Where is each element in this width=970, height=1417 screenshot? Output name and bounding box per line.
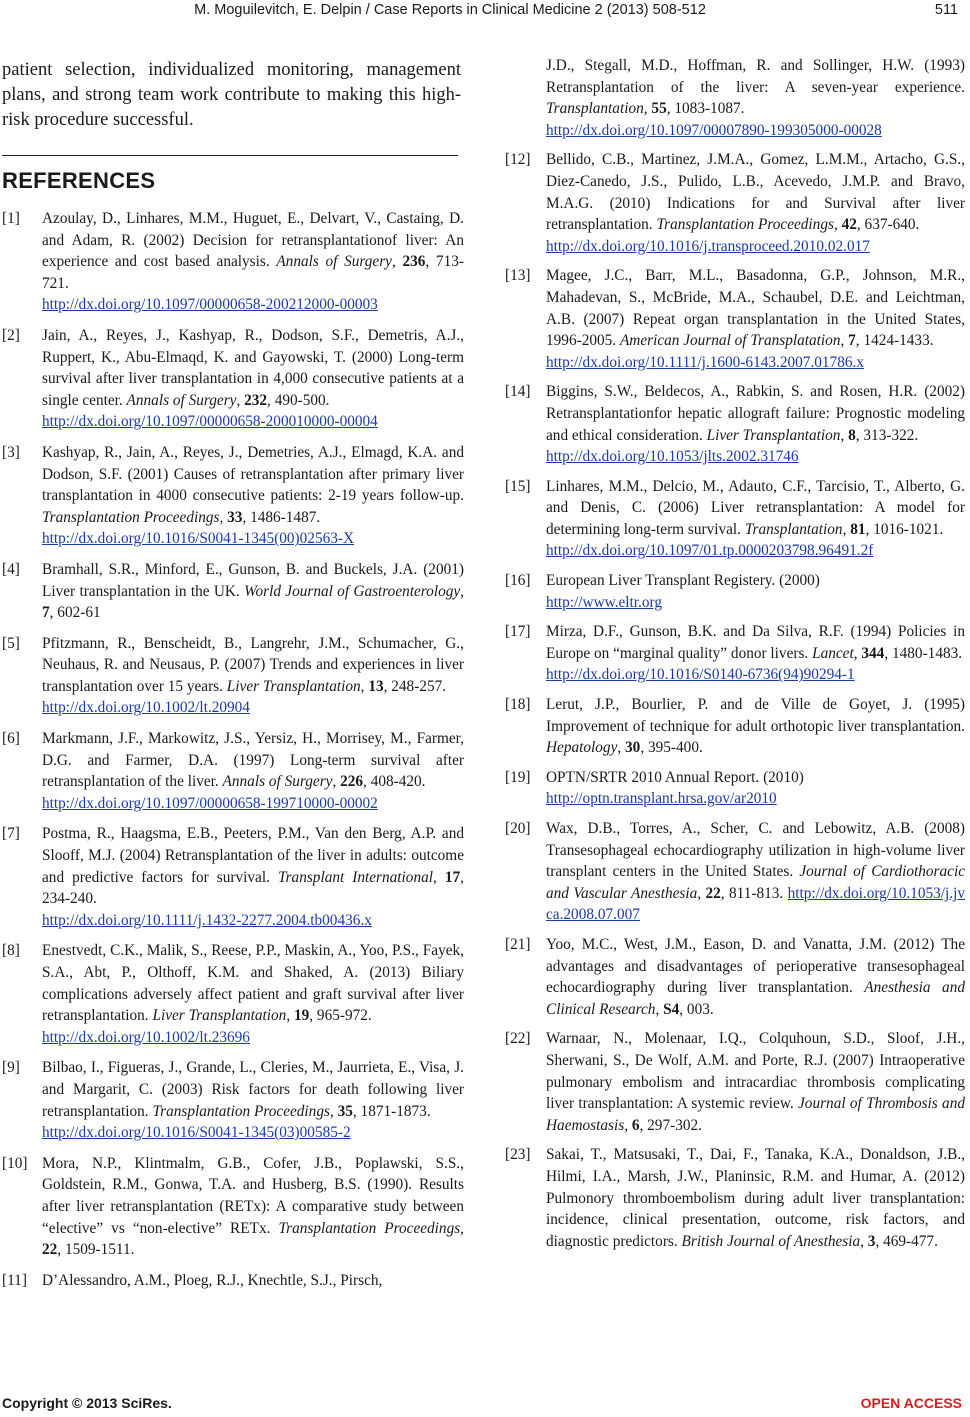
reference-doi-link[interactable]: http://dx.doi.org/10.1097/01.tp.0000203798.96491.2f <box>546 542 874 560</box>
reference-volume: 13 <box>368 677 384 695</box>
reference-item <box>505 381 965 467</box>
reference-pages: , 313-322. <box>855 426 919 444</box>
reference-number: [9] <box>2 1059 20 1077</box>
reference-doi-link[interactable]: http://dx.doi.org/10.1097/00000658-199710000-00002 <box>42 794 378 812</box>
reference-doi-link[interactable]: http://dx.doi.org/10.1053/j.jvca.2008.07.007 <box>546 884 965 924</box>
reference-number: [3] <box>2 443 20 461</box>
running-title: M. Moguilevitch, E. Delpin / Case Reports in Clinical Medicine 2 (2013) 508-512 <box>194 2 706 18</box>
open-access-label: OPEN ACCESS <box>860 1395 962 1411</box>
reference-pages: , 395-400. <box>640 739 703 757</box>
reference-volume: 7 <box>42 604 50 622</box>
reference-journal: Transplantation <box>546 100 644 118</box>
reference-item <box>2 1153 464 1261</box>
reference-journal: Liver Transplantation <box>152 1007 287 1025</box>
reference-text: Bellido, C.B., Martinez, J.M.A., Gomez, L.M.M., Artacho, G.S., Diez-Canedo, J.S., Pulido, L.B., Acevedo, J.M.P. and Bravo, M.A.G. (2010) Indications for and Survival after liver retransplantation. <box>546 151 965 234</box>
reference-volume: 22 <box>705 884 721 902</box>
reference-text: Bramhall, S.R., Minford, E., Gunson, B. and Buckels, J.A. (2001) Liver transplantation in the UK. <box>42 560 464 600</box>
reference-separator: , <box>219 508 228 526</box>
reference-doi-link[interactable]: http://dx.doi.org/10.1016/S0041-1345(00)02563-X <box>42 530 355 548</box>
reference-number: [22] <box>505 1030 531 1048</box>
reference-separator: , <box>853 644 862 662</box>
reference-pages: , 713-721. <box>42 253 464 292</box>
reference-journal: Transplantation <box>744 520 843 538</box>
reference-doi-link[interactable]: http://dx.doi.org/10.1097/00000658-200212000-00003 <box>42 296 378 314</box>
reference-text: Lerut, J.P., Bourlier, P. and de Ville de Goyet, J. (1995) Improvement of technique for adult orthotopic liver transplantation. <box>546 696 965 735</box>
reference-pages: , 1083-1087. <box>666 100 745 118</box>
reference-number: [7] <box>2 825 20 843</box>
reference-separator: , <box>332 773 341 791</box>
reference-journal: Journal of Cardiothoracic and Vascular Anesthesia <box>546 863 965 902</box>
reference-item <box>505 621 965 686</box>
reference-text: Magee, J.C., Barr, M.L., Basadonna, G.P., Johnson, M.R., Mahadevan, S., McBride, M.A., Schaubel, D.E. and Leichtman, A.B. (2007) Repeat organ transplantation in the United States, 1996-2005. <box>546 267 965 350</box>
reference-item <box>2 823 464 931</box>
reference-volume: 236 <box>402 253 426 271</box>
reference-journal: Annals of Surgery <box>276 253 392 271</box>
reference-text: Wax, D.B., Torres, A., Scher, C. and Lebowitz, A.B. (2008) Transesophageal echocardiography utilization in high-volume liver transplant centers in the United States. <box>546 820 965 881</box>
reference-pages: , 297-302. <box>639 1116 702 1134</box>
reference-number: [18] <box>505 696 531 714</box>
reference-item <box>2 1270 464 1292</box>
page-header <box>0 2 970 22</box>
reference-item <box>2 442 464 550</box>
reference-item <box>505 767 965 810</box>
reference-separator: , <box>697 884 706 902</box>
reference-item <box>2 325 464 433</box>
reference-number: [8] <box>2 942 20 960</box>
reference-doi-link[interactable]: http://optn.transplant.hrsa.gov/ar2010 <box>546 790 777 808</box>
reference-journal: American Journal of Transplatation <box>619 332 841 350</box>
page-number: 511 <box>934 2 958 18</box>
section-divider <box>2 155 458 156</box>
references-list-right <box>505 55 965 1260</box>
reference-pages: , 1480-1483. <box>884 644 963 662</box>
reference-text: Sakai, T., Matsusaki, T., Dai, F., Tanaka, K.A., Donaldson, J.B., Hilmi, I.A., Marsh, J.W., Planinsic, R.M. and Humar, A. (2012) Pulmonory thromboembolism during adult liver transplantation: incidence, clinical presentation, outcome, risk factors, and diagnostic predictors. <box>546 1146 965 1250</box>
reference-text: Pfitzmann, R., Benscheidt, B., Langrehr, J.M., Schumacher, G., Neuhaus, R. and Neusaus, P. (2007) Trends and experiences in liver transplantation over 15 years. <box>42 634 464 695</box>
copyright-notice: Copyright © 2013 SciRes. <box>2 1395 172 1411</box>
reference-text: Azoulay, D., Linhares, M.M., Huguet, E., Delvart, V., Castaing, D. and Adam, R. (2002) Decision for retransplantationof liver: An experience and cost based analysis. <box>42 210 464 271</box>
reference-volume: 30 <box>625 739 641 757</box>
reference-text: OPTN/SRTR 2010 Annual Report. (2010) <box>546 768 804 786</box>
reference-text: Mora, N.P., Klintmalm, G.B., Cofer, J.B., Poplawski, S.S., Goldstein, R.M., Gonwa, T.A. and Husberg, B.S. (1990). Results after liver retransplantation (RETx): A comparative study between “elective” vs “non-elective” RETx. <box>42 1154 464 1237</box>
reference-doi-link[interactable]: http://dx.doi.org/10.1002/lt.23696 <box>42 1028 250 1046</box>
reference-doi-link[interactable]: http://dx.doi.org/10.1002/lt.20904 <box>42 699 250 717</box>
reference-separator: , <box>236 391 245 409</box>
reference-text: Yoo, M.C., West, J.M., Eason, D. and Vanatta, J.M. (2012) The advantages and disadvantages of perioperative transesophageal echocardiography during liver transplantation. <box>546 935 965 997</box>
reference-item <box>505 934 965 1020</box>
reference-item <box>505 149 965 257</box>
reference-journal: Transplantation Proceedings <box>42 508 220 526</box>
reference-text: European Liver Transplant Registery. (2000) <box>546 572 820 590</box>
reference-item <box>2 728 464 814</box>
reference-journal: Hepatology <box>546 739 618 757</box>
reference-text: Biggins, S.W., Beldecos, A., Rabkin, S. and Rosen, H.R. (2002) Retransplantationfor hepatic allograft failure: Prognostic modeling and ethical consideration. <box>546 383 965 444</box>
reference-doi-link[interactable]: http://dx.doi.org/10.1097/00007890-199305000-00028 <box>546 121 882 139</box>
reference-pages: , 248-257. <box>383 677 447 695</box>
reference-separator: , <box>833 216 842 234</box>
reference-item <box>505 476 965 562</box>
intro-paragraph-container <box>2 58 461 133</box>
reference-journal: Journal of Thrombosis and Haemostasis <box>546 1095 965 1134</box>
reference-pages: , 1871-1873. <box>352 1102 431 1120</box>
reference-separator: , <box>842 520 851 538</box>
reference-text: Markmann, J.F., Markowitz, J.S., Yersiz, H., Morrisey, M., Farmer, D.G. and Farmer, D.A. (1997) Long-term survival after retransplantation of the liver. <box>42 730 464 791</box>
reference-separator: , <box>840 332 849 350</box>
reference-volume: 344 <box>861 644 885 662</box>
reference-pages: , 1486-1487. <box>242 508 321 526</box>
reference-volume: 22 <box>42 1241 58 1259</box>
reference-separator: , <box>643 100 652 118</box>
reference-pages: , 637-640. <box>856 216 920 234</box>
references-list-left <box>2 208 464 1300</box>
reference-journal: Annals of Surgery <box>126 391 237 409</box>
reference-separator: , <box>329 1102 338 1120</box>
reference-number: [21] <box>505 935 531 953</box>
reference-pages: , 811-813. <box>720 884 788 902</box>
reference-journal: Liver Transplantation <box>226 677 361 695</box>
reference-pages: , 1016-1021. <box>865 520 944 538</box>
reference-volume: 33 <box>227 508 243 526</box>
reference-separator: , <box>655 1000 664 1018</box>
reference-volume: 17 <box>444 868 461 886</box>
reference-separator: , <box>840 426 849 444</box>
page-footer <box>2 1395 962 1417</box>
reference-journal: Transplant International <box>277 868 434 886</box>
reference-separator: , <box>860 1232 868 1250</box>
reference-text: Linhares, M.M., Delcio, M., Adauto, C.F., Tarcisio, T., Alberto, G. and Denis, C. (2006) Liver retransplantation: A model for determining long-term survival. <box>546 477 965 538</box>
reference-number: [15] <box>505 477 531 495</box>
reference-volume: S4 <box>663 1000 680 1018</box>
reference-separator: , <box>460 1219 464 1237</box>
reference-volume: 3 <box>867 1232 876 1250</box>
reference-journal: Transplantation Proceedings <box>656 216 834 234</box>
reference-item <box>505 265 965 373</box>
reference-number: [1] <box>2 210 20 227</box>
reference-text: Bilbao, I., Figueras, J., Grande, L., Cleries, M., Jaurrieta, E., Visa, J. and Margarit, C. (2003) Risk factors for death following liver retransplantation. <box>42 1059 464 1120</box>
reference-doi-link[interactable]: http://www.eltr.org <box>546 593 662 611</box>
reference-volume: 226 <box>340 773 364 791</box>
reference-journal: World Journal of Gastroenterology <box>244 582 461 600</box>
reference-item <box>505 694 965 759</box>
reference-journal: British Journal of Anesthesia <box>681 1232 861 1250</box>
reference-text: Warnaar, N., Molenaar, I.Q., Colquhoun, S.D., Sloof, J.H., Sherwani, S., De Wolf, A.M. and Porte, R.J. (2007) Intraoperative pulmonary embolism and intracardiac thrombosis complicating liver transplantation: A systemic review. <box>546 1030 965 1113</box>
reference-pages: , 490-500. <box>267 391 330 409</box>
reference-item <box>505 1144 965 1252</box>
reference-item <box>2 633 464 719</box>
reference-doi-link[interactable]: http://dx.doi.org/10.1016/j.transproceed.2010.02.017 <box>546 237 870 255</box>
reference-journal: Liver Transplantation <box>706 426 841 444</box>
reference-separator: , <box>391 253 403 271</box>
intro-paragraph: patient selection, individualized monitoring, management plans, and strong team work contribute to making this high-risk procedure successful. <box>2 60 461 130</box>
reference-volume: 6 <box>631 1116 640 1134</box>
reference-doi-link[interactable]: http://dx.doi.org/10.1111/j.1600-6143.2007.01786.x <box>546 353 864 371</box>
reference-number: [13] <box>505 267 531 285</box>
reference-journal: Lancet <box>812 644 854 662</box>
reference-doi-link[interactable]: http://dx.doi.org/10.1053/jlts.2002.31746 <box>546 448 799 466</box>
reference-pages: , 1509-1511. <box>57 1241 135 1259</box>
reference-number: [23] <box>505 1146 531 1164</box>
reference-text: Enestvedt, C.K., Malik, S., Reese, P.P., Maskin, A., Yoo, P.S., Fayek, S.A., Abt, P., Olthoff, K.M. and Shaked, A. (2013) Biliary complications adversely affect patient and graft survival after liver retransplantation. <box>42 942 464 1025</box>
reference-text: Mirza, D.F., Gunson, B.K. and Da Silva, R.F. (1994) Policies in Europe on “marginal quality” donor livers. <box>546 623 965 662</box>
reference-item <box>505 570 965 613</box>
reference-pages: , 602-61 <box>49 604 101 622</box>
reference-number: [10] <box>2 1154 28 1172</box>
reference-text: Jain, A., Reyes, J., Kashyap, R., Dodson, S.F., Demetris, A.J., Ruppert, K., Abu-Elmaqd, K. and Gayowski, T. (2000) Long-term survival after liver transplantation in 4,000 consecutive patients at a single center. <box>42 326 464 409</box>
reference-pages: , 469-477. <box>875 1232 938 1250</box>
reference-text: Kashyap, R., Jain, A., Reyes, J., Demetries, A.J., Elmagd, K.A. and Dodson, S.F. (2001) Causes of retransplantation after primary liver transplantation in 4000 consecutive patients: 2-19 years follow-up. <box>42 443 464 505</box>
reference-number: [19] <box>505 768 531 786</box>
reference-separator: , <box>286 1007 294 1025</box>
reference-item <box>505 55 965 141</box>
reference-separator: , <box>360 677 369 695</box>
reference-number: [14] <box>505 383 531 401</box>
reference-volume: 7 <box>848 332 856 350</box>
reference-doi-link[interactable]: http://dx.doi.org/10.1111/j.1432-2277.2004.tb00436.x <box>42 911 372 929</box>
reference-item <box>505 1028 965 1136</box>
reference-number: [12] <box>505 151 531 169</box>
reference-volume: 55 <box>651 100 667 118</box>
reference-volume: 81 <box>850 520 866 538</box>
reference-journal: Transplantation Proceedings <box>278 1219 461 1237</box>
reference-item <box>2 559 464 624</box>
reference-pages: , 234-240. <box>42 868 464 908</box>
reference-number: [2] <box>2 326 20 344</box>
reference-text: J.D., Stegall, M.D., Hoffman, R. and Sollinger, H.W. (1993) Retransplantation of the liver: A seven-year experience. <box>546 57 965 96</box>
reference-pages: , 003. <box>679 1000 714 1018</box>
reference-volume: 42 <box>841 216 857 234</box>
reference-journal: Annals of Surgery <box>222 773 333 791</box>
reference-volume: 35 <box>337 1102 353 1120</box>
reference-pages: , 408-420. <box>363 773 426 791</box>
reference-pages: , 1424-1433. <box>855 332 934 350</box>
reference-separator: , <box>624 1116 632 1134</box>
reference-text: Postma, R., Haagsma, E.B., Peeters, P.M., Van den Berg, A.P. and Slooff, M.J. (2004) Retransplantation of the liver in adults: outcome and predictive factors for survival. <box>42 825 464 886</box>
reference-doi-link[interactable]: http://dx.doi.org/10.1016/S0041-1345(03)00585-2 <box>42 1124 351 1142</box>
reference-number: [11] <box>2 1271 27 1289</box>
references-heading: REFERENCES <box>2 168 156 193</box>
reference-item <box>2 940 464 1048</box>
reference-journal: Anesthesia and Clinical Research <box>546 979 965 1018</box>
reference-separator: , <box>617 739 626 757</box>
reference-pages: , 965-972. <box>309 1007 372 1025</box>
reference-number: [16] <box>505 572 531 590</box>
reference-volume: 232 <box>244 391 268 409</box>
reference-separator: , <box>433 868 445 886</box>
reference-doi-link[interactable]: http://dx.doi.org/10.1016/S0140-6736(94)90294-1 <box>546 666 855 684</box>
reference-item <box>505 818 965 926</box>
reference-item <box>2 208 464 316</box>
reference-volume: 8 <box>848 426 856 444</box>
reference-number: [17] <box>505 623 531 641</box>
reference-text: D’Alessandro, A.M., Ploeg, R.J., Knechtle, S.J., Pirsch, <box>42 1271 383 1289</box>
reference-number: [4] <box>2 560 20 578</box>
reference-item <box>2 1057 464 1143</box>
reference-number: [20] <box>505 820 531 837</box>
reference-volume: 19 <box>293 1007 310 1025</box>
reference-journal: Transplantation Proceedings <box>152 1102 330 1120</box>
reference-number: [5] <box>2 634 20 652</box>
reference-number: [6] <box>2 730 20 748</box>
reference-doi-link[interactable]: http://dx.doi.org/10.1097/00000658-200010000-00004 <box>42 413 378 431</box>
reference-separator: , <box>460 582 464 600</box>
